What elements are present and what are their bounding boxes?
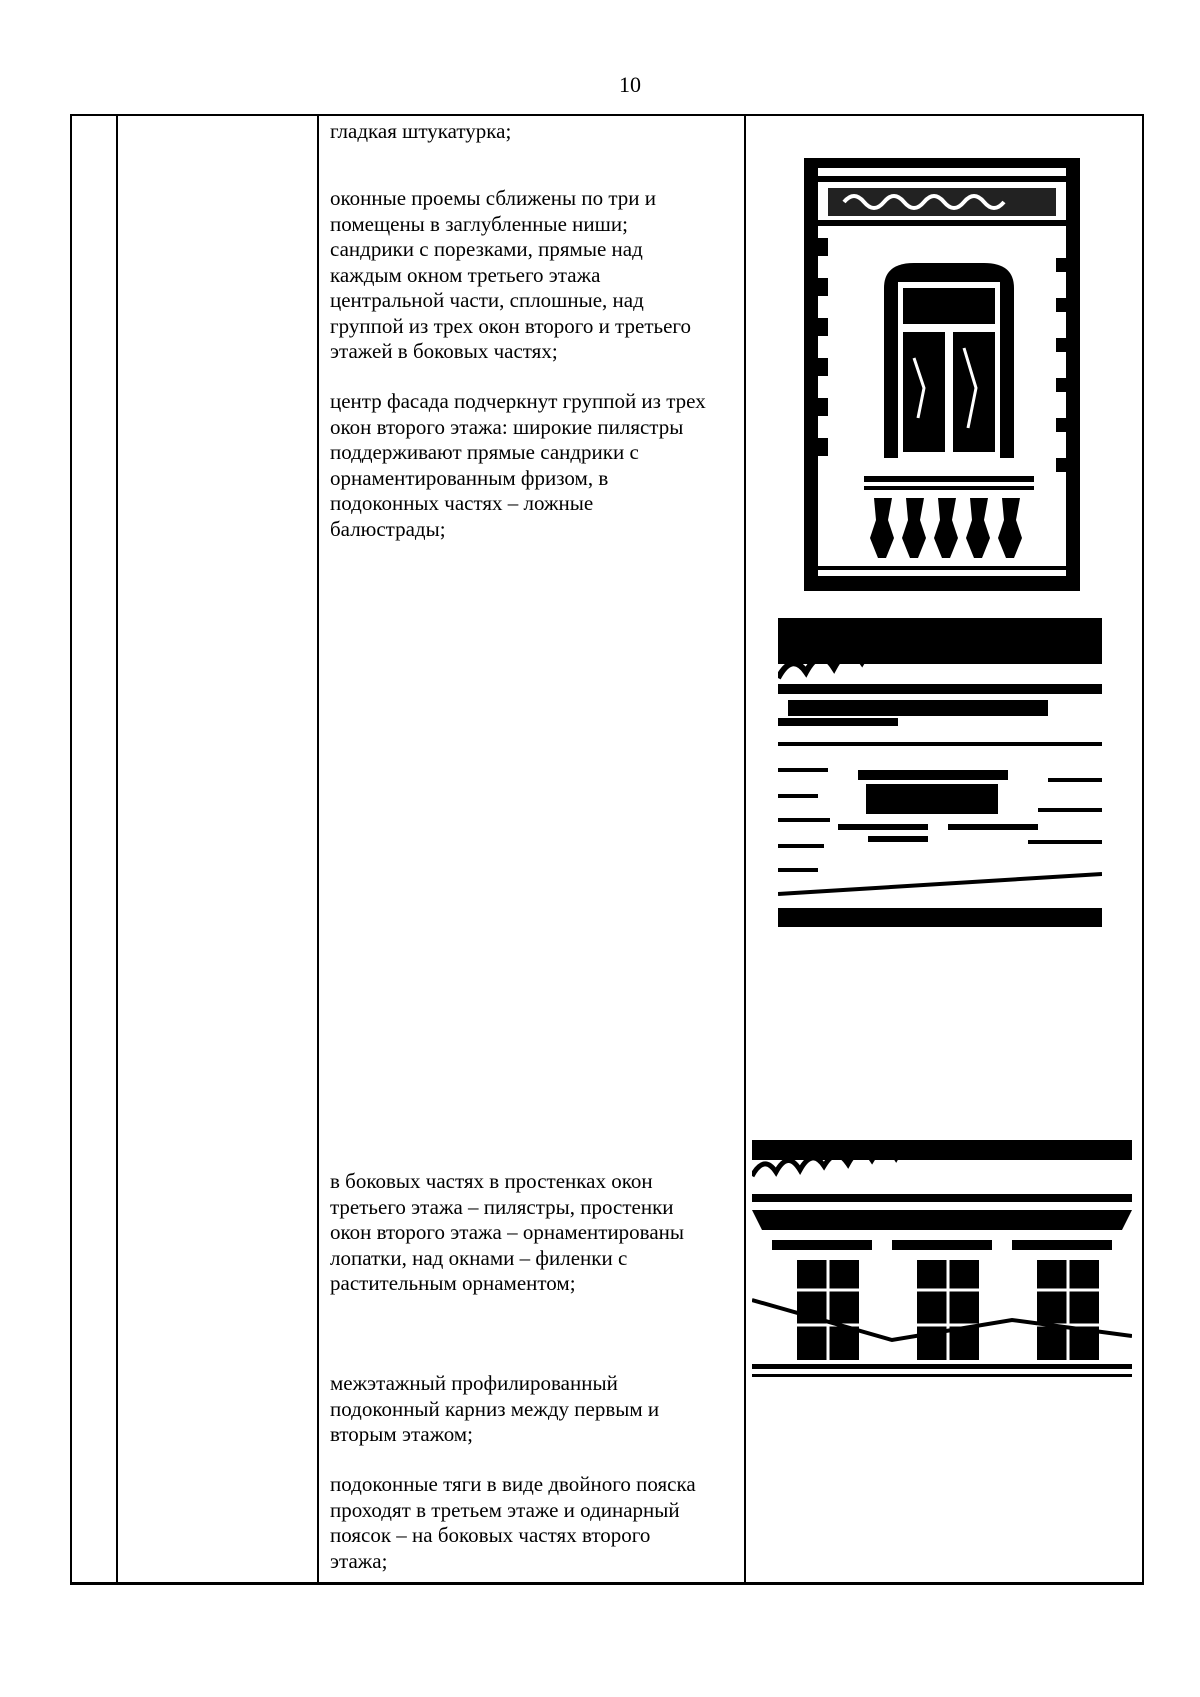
- photo-side-windows: [752, 1140, 1132, 1380]
- table-col-border-1: [70, 114, 72, 1585]
- table-col-border-5: [1142, 114, 1144, 1585]
- table-bottom-border: [70, 1582, 1144, 1585]
- photo-cornice-frieze: [778, 618, 1102, 927]
- paragraph-side-parts: в боковых частях в простенках окон третьего этажа – пилястры, простенки окон второго этажа – орнаментированы лопатки, над окнами – филенки с растительным орнаментом;: [330, 1169, 684, 1295]
- paragraph-window-openings: оконные проемы сближены по три и помещены в заглубленные ниши; сандрики с порезками, прямые над каждым окном третьего этажа центральной части, сплошные, над группой из трех окон второго и третьего этажей в боковых частях;: [330, 186, 691, 363]
- table-col-border-2: [116, 114, 118, 1585]
- paragraph-plaster: гладкая штукатурка;: [330, 119, 512, 143]
- paragraph-interfloor-cornice: межэтажный профилированный подоконный карниз между первым и вторым этажом;: [330, 1371, 660, 1446]
- table-col-border-3: [317, 114, 319, 1585]
- table-top-border: [70, 114, 1144, 116]
- paragraph-facade-center: центр фасада подчеркнут группой из трех окон второго этажа: широкие пилястры поддерживают прямые сандрики с орнаментированным фризом, в подоконных частях – ложные балюстрады;: [330, 389, 706, 541]
- paragraph-window-sill-bands: подоконные тяги в виде двойного пояска проходят в третьем этаже и одинарный поясок – на боковых частях второго этажа;: [330, 1472, 696, 1573]
- page-number: 10: [619, 72, 641, 97]
- photo-window-balustrade: [804, 158, 1080, 591]
- table-col-border-4: [744, 114, 746, 1585]
